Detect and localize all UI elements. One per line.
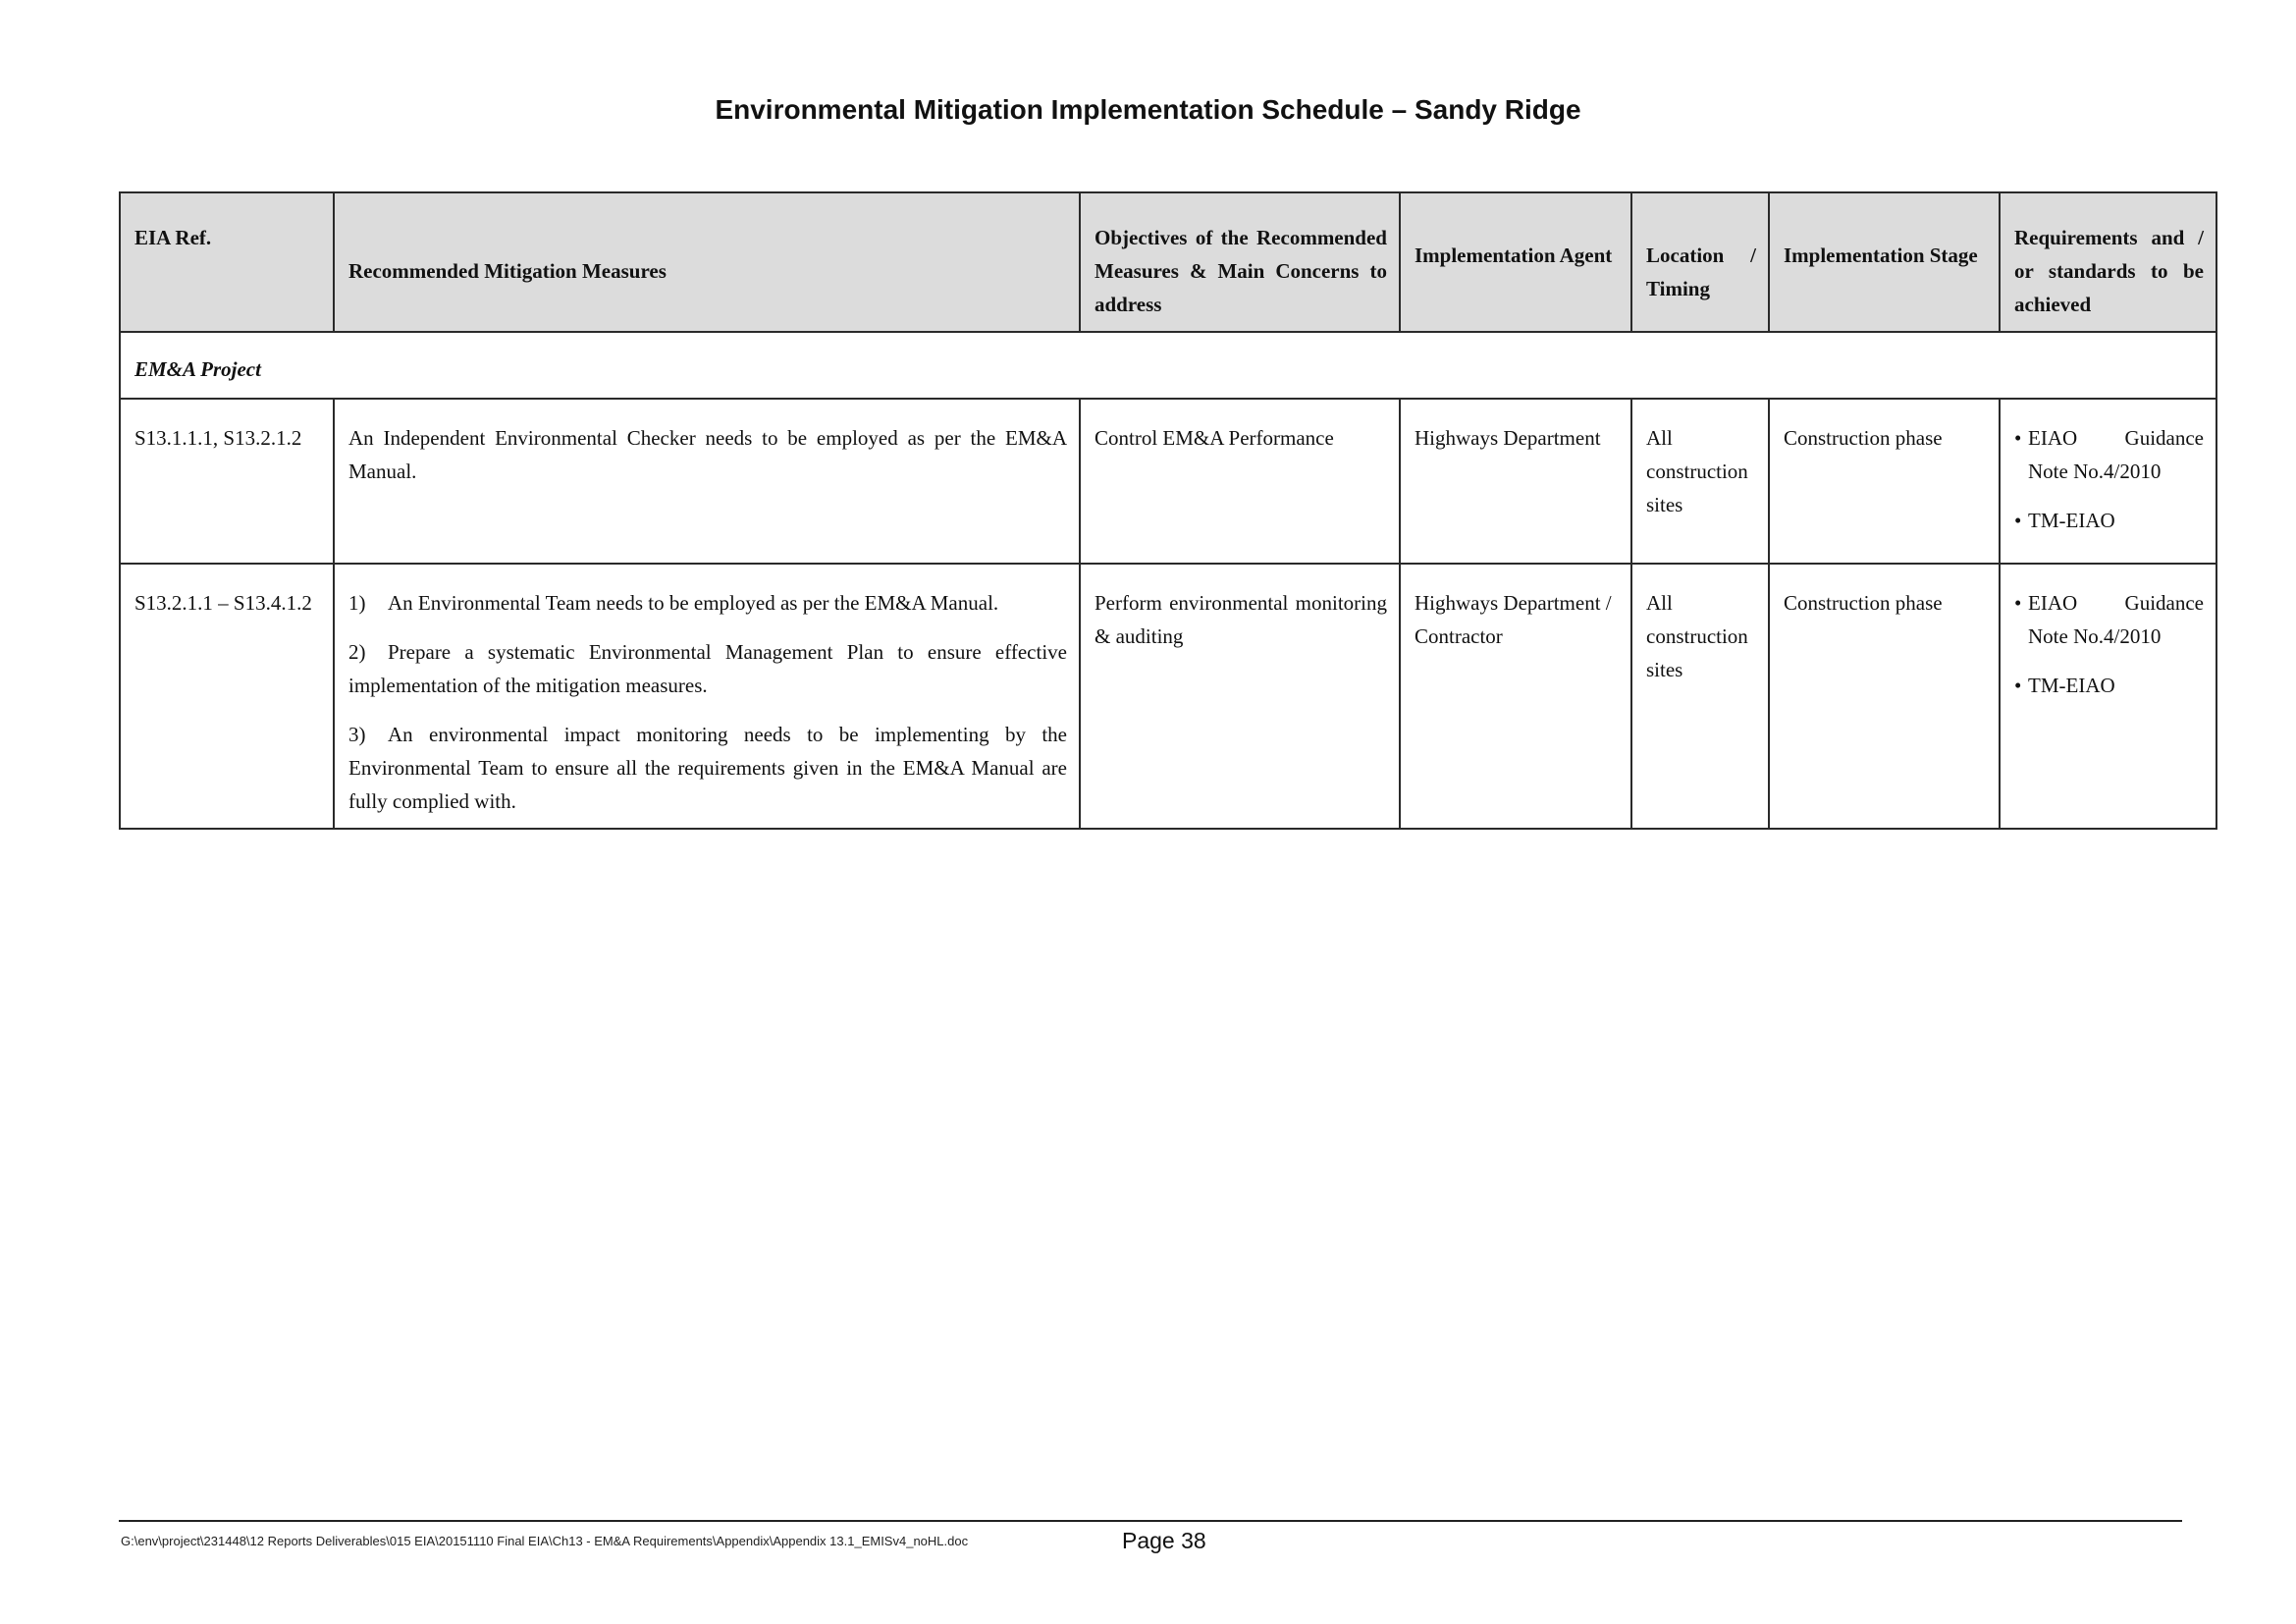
stage-text: Construction phase (1784, 591, 1943, 615)
header-requirements-label: Requirements and / or standards to be achieved (2014, 226, 2204, 316)
table-row (120, 564, 2216, 829)
header-eia-ref-label: EIA Ref. (134, 226, 212, 249)
cell-requirements (2000, 399, 2216, 564)
cell-agent (1400, 564, 1631, 829)
measure-item (348, 586, 1067, 620)
eia-ref-text: S13.1.1.1, S13.2.1.2 (134, 426, 302, 450)
measure-number: 2) (348, 640, 366, 664)
header-stage (1769, 192, 2000, 332)
requirement-item: • EIAO Guidance Note No.4/2010 (2014, 586, 2204, 653)
section-row (120, 332, 2216, 399)
cell-objective (1080, 564, 1400, 829)
page-number: Page 38 (1122, 1528, 1206, 1553)
cell-measures (334, 564, 1080, 829)
measure-text: An Independent Environmental Checker needs to be employed as per the EM&A Manual. (348, 426, 1067, 483)
header-objectives (1080, 192, 1400, 332)
mitigation-schedule-table (119, 191, 2217, 830)
cell-agent (1400, 399, 1631, 564)
document-title: Environmental Mitigation Implementation Schedule – Sandy Ridge (715, 94, 1581, 125)
footer-file-path: G:\env\project\231448\12 Reports Deliverables\015 EIA\20151110 Final EIA\Ch13 - EM&A Requirements\Appendix\Appendix 13.1_EMISv4_noHL.doc (121, 1534, 969, 1548)
table-row (120, 399, 2216, 564)
header-location-label: Location / Timing (1646, 244, 1756, 300)
header-eia-ref (120, 192, 334, 332)
requirements-list (2014, 586, 2204, 702)
measure-number: 3) (348, 723, 366, 746)
measure-number: 1) (348, 591, 366, 615)
header-measures (334, 192, 1080, 332)
eia-ref-text: S13.2.1.1 – S13.4.1.2 (134, 591, 312, 615)
measure-text: Prepare a systematic Environmental Management Plan to ensure effective implementation of the mitigation measures. (348, 640, 1067, 697)
cell-location (1631, 399, 1769, 564)
agent-text: Highways Department / Contractor (1415, 591, 1612, 648)
cell-eia-ref (120, 399, 334, 564)
location-text: All construction sites (1646, 426, 1748, 516)
section-cell (120, 332, 2216, 399)
header-location (1631, 192, 1769, 332)
cell-requirements (2000, 564, 2216, 829)
measure-text: An Environmental Team needs to be employed as per the EM&A Manual. (388, 591, 999, 615)
cell-stage (1769, 399, 2000, 564)
header-stage-label: Implementation Stage (1784, 244, 1978, 267)
header-agent-label: Implementation Agent (1415, 244, 1613, 267)
header-measures-label: Recommended Mitigation Measures (348, 259, 667, 283)
agent-text: Highways Department (1415, 426, 1601, 450)
table-header-row (120, 192, 2216, 332)
objective-text: Control EM&A Performance (1095, 426, 1334, 450)
section-label: EM&A Project (134, 357, 261, 381)
requirement-item: • EIAO Guidance Note No.4/2010 (2014, 421, 2204, 488)
cell-eia-ref (120, 564, 334, 829)
objective-text: Perform environmental monitoring & auditing (1095, 591, 1387, 648)
cell-location (1631, 564, 1769, 829)
cell-stage (1769, 564, 2000, 829)
header-objectives-label: Objectives of the Recommended Measures & Main Concerns to address (1095, 226, 1387, 316)
requirement-item: • TM-EIAO (2014, 669, 2204, 702)
requirement-item: • TM-EIAO (2014, 504, 2204, 537)
header-agent (1400, 192, 1631, 332)
cell-measures (334, 399, 1080, 564)
measure-item (348, 635, 1067, 702)
footer-divider (119, 1520, 2182, 1522)
cell-objective (1080, 399, 1400, 564)
measure-item (348, 718, 1067, 818)
stage-text: Construction phase (1784, 426, 1943, 450)
requirements-list (2014, 421, 2204, 537)
header-requirements (2000, 192, 2216, 332)
location-text: All construction sites (1646, 591, 1748, 681)
measure-text: An environmental impact monitoring needs to be implementing by the Environmental Team to ensure all the requirements given in the EM&A Manual are fully complied with. (348, 723, 1067, 813)
